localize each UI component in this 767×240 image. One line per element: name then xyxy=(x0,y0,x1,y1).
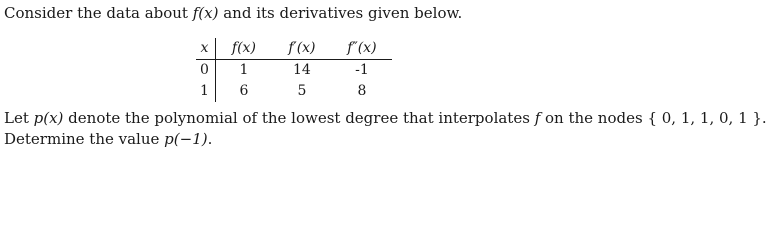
intro-pre: Consider the data about xyxy=(4,4,193,22)
cell-x: 1 xyxy=(196,81,215,102)
q1-mid: denote the polynomial of the lowest degree that interpolates xyxy=(63,109,535,127)
intro-fx: f(x) xyxy=(192,4,219,22)
q2-pre: Determine the value xyxy=(4,130,165,148)
header-fx: f(x) xyxy=(215,38,272,60)
q2-pneg1: p(−1) xyxy=(164,130,208,148)
header-x: x xyxy=(196,38,215,60)
cell-x: 0 xyxy=(196,60,215,82)
question-text xyxy=(4,108,767,150)
table-row xyxy=(196,60,392,82)
question-line-2 xyxy=(4,129,767,150)
q1-f: f xyxy=(534,109,541,127)
q1-pre: Let xyxy=(4,109,34,127)
cell-fppx: 8 xyxy=(357,83,367,99)
table-header-row xyxy=(196,38,392,60)
q1-px: p(x) xyxy=(33,109,64,127)
q1-post: on the nodes { 0, 1, 1, 0, 1 }. xyxy=(540,109,767,127)
intro-post: and its derivatives given below. xyxy=(218,4,463,22)
header-fpx: f′(x) xyxy=(272,38,332,60)
header-fppx: f″(x) xyxy=(332,38,392,60)
data-table xyxy=(196,38,392,102)
question-line-1 xyxy=(4,108,767,129)
cell-fpx: 14 xyxy=(293,62,311,78)
cell-fx: 1 xyxy=(239,62,249,78)
cell-fppx: -1 xyxy=(355,62,369,78)
intro-text xyxy=(4,4,462,22)
table-row xyxy=(196,81,392,102)
q2-post: . xyxy=(207,130,213,148)
cell-fpx: 5 xyxy=(297,83,307,99)
cell-fx: 6 xyxy=(239,83,249,99)
